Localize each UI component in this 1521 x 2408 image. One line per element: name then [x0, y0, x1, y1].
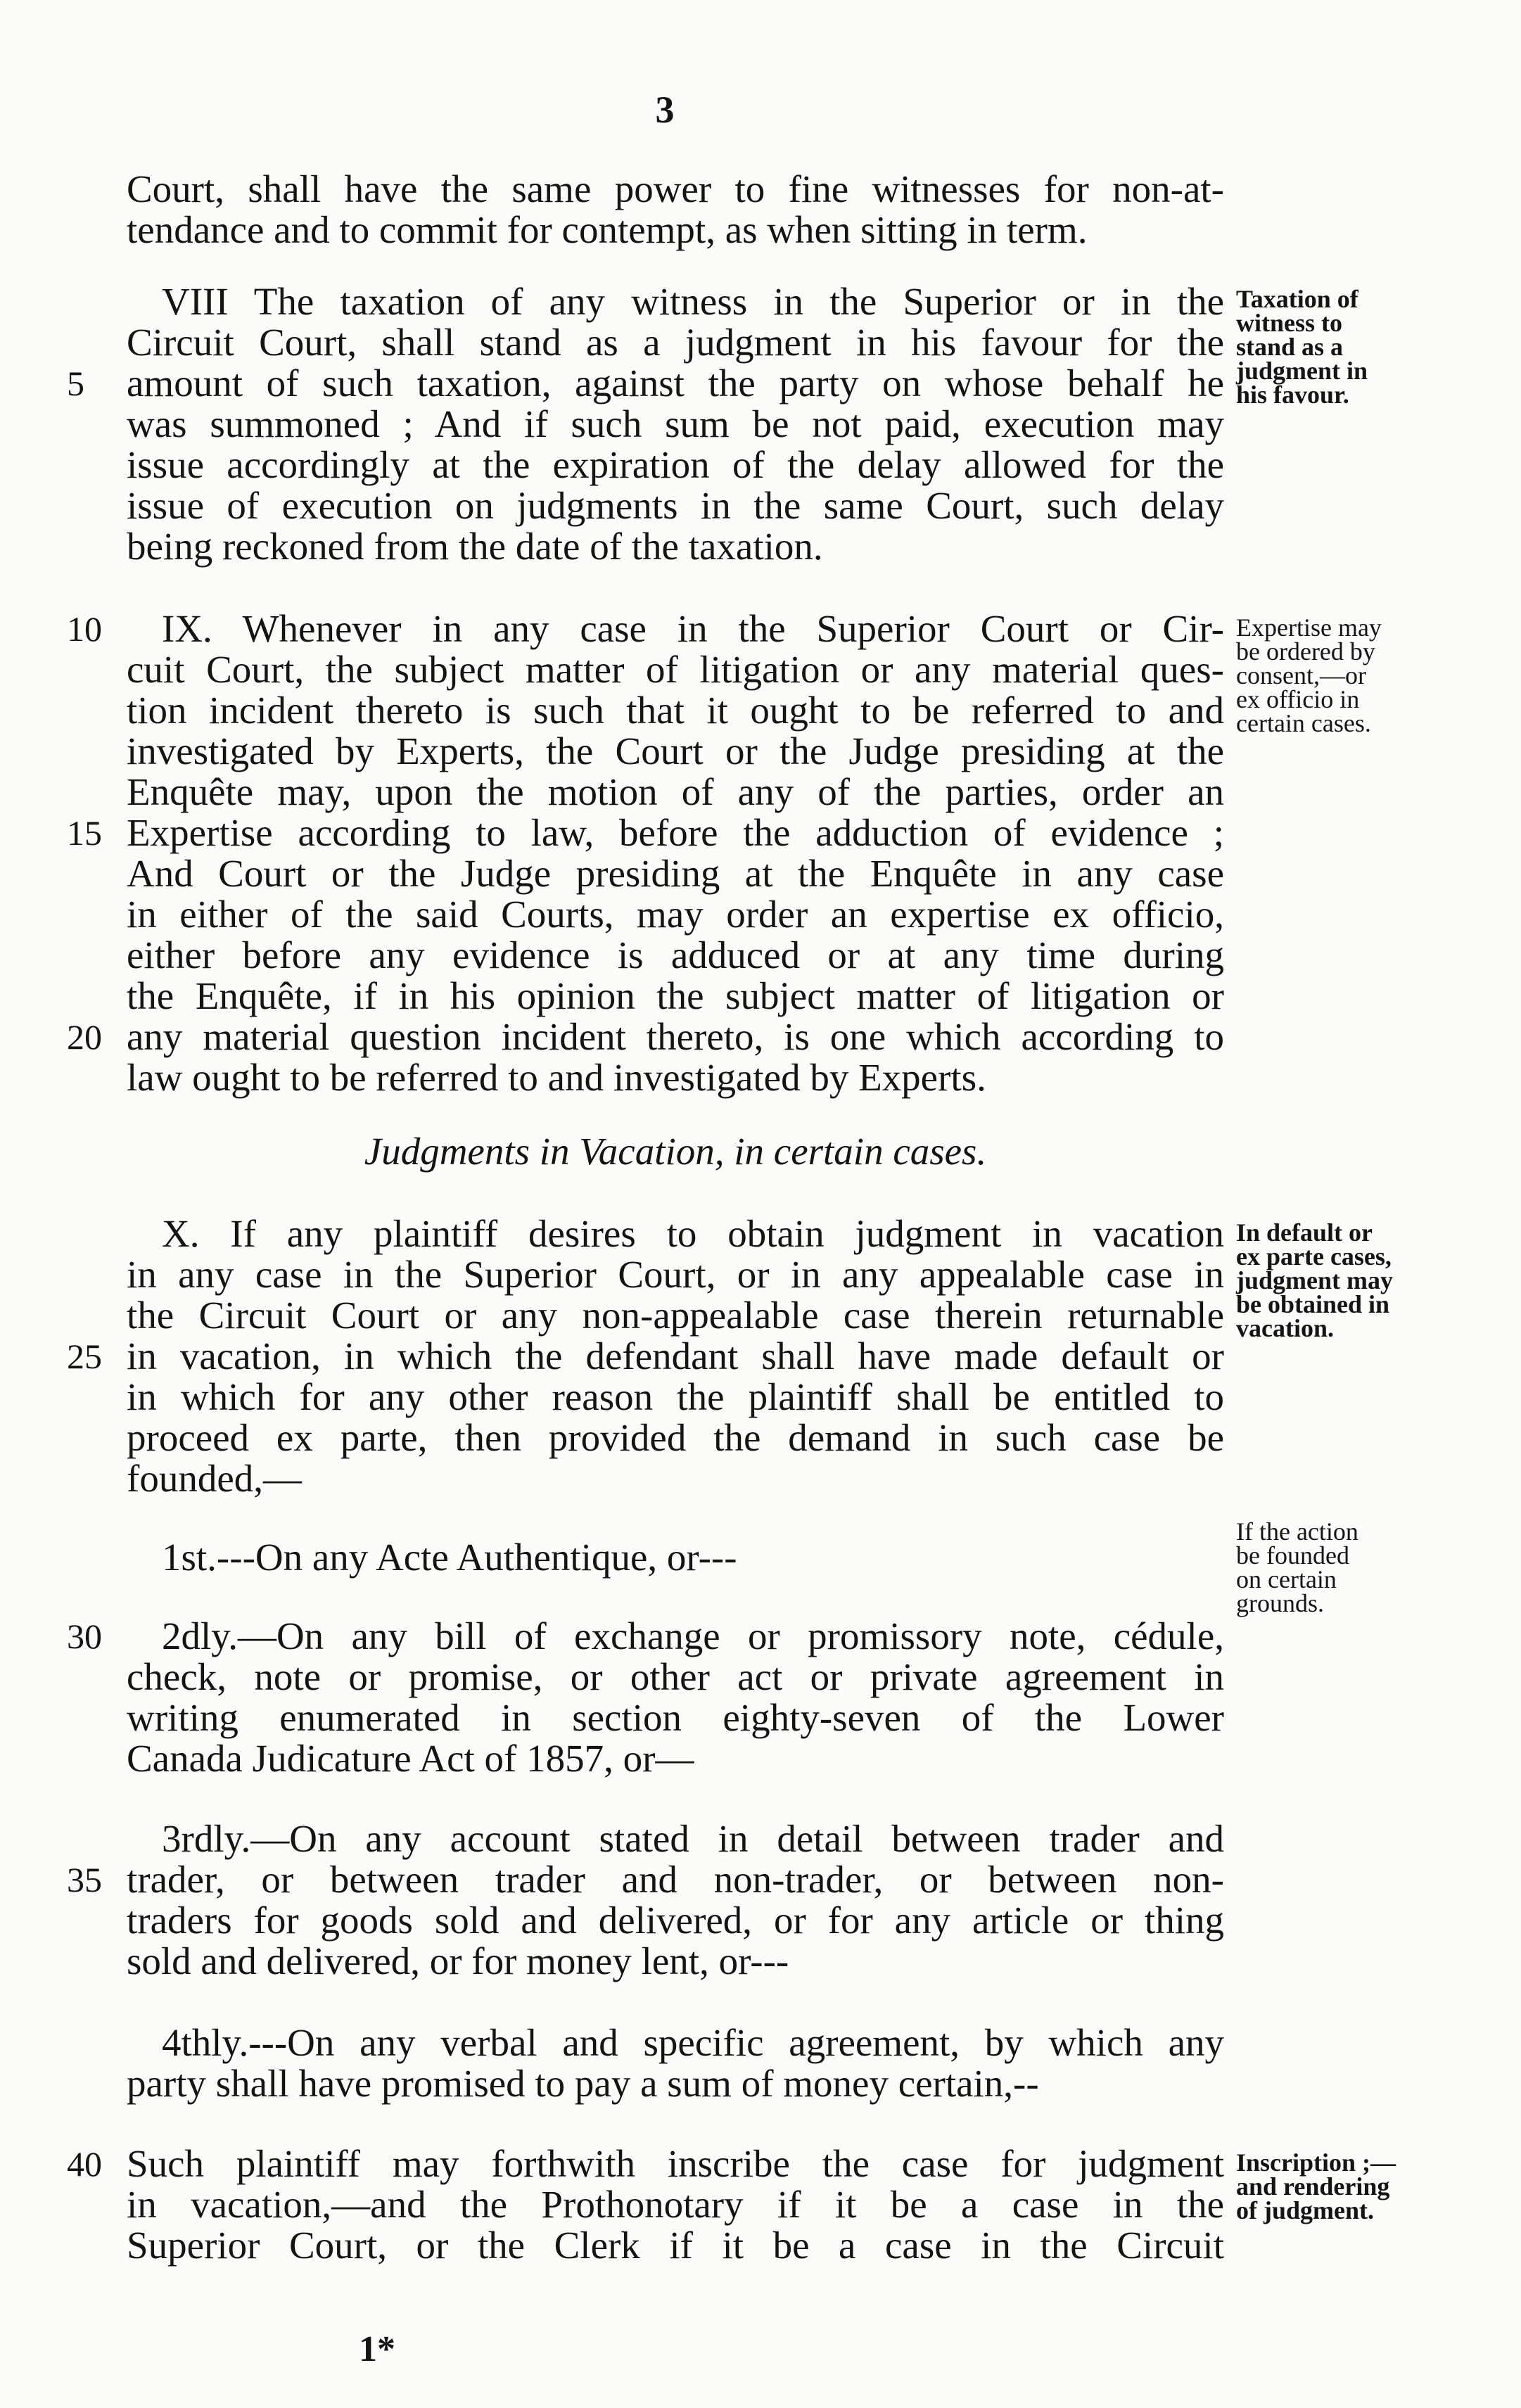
item-second	[127, 1616, 1224, 1779]
item-third	[127, 1818, 1224, 1982]
text-line: investigated by Experts, the Court or the Judge presiding at the	[127, 730, 1224, 772]
text-line: in which for any other reason the plaintiff shall be entitled to	[127, 1375, 1224, 1418]
text-line: Court, shall have the same power to fine witnesses for non-at-	[127, 167, 1224, 210]
text-line: check, note or promise, or other act or private agreement in	[127, 1655, 1224, 1698]
section-viii	[127, 281, 1224, 567]
line-number: 40	[67, 2144, 102, 2184]
text-line: VIII The taxation of any witness in the Superior or in the	[162, 280, 1224, 323]
text-line: 4thly.---On any verbal and specific agreement, by which any	[162, 2021, 1224, 2064]
item-first	[127, 1537, 1224, 1578]
line-number: 30	[67, 1617, 102, 1656]
margin-note-taxation: Taxation of witness to stand as a judgment in his favour.	[1236, 285, 1368, 409]
text-line: amount of such taxation, against the party on whose behalf he	[127, 362, 1224, 404]
section-heading: Judgments in Vacation, in certain cases.	[364, 1130, 987, 1173]
text-line: And Court or the Judge presiding at the Enquête in any case	[127, 852, 1224, 895]
margin-note-inscription: Inscription ;— and rendering of judgment.	[1236, 2148, 1396, 2224]
text-line: Circuit Court, shall stand as a judgment in his favour for the	[127, 321, 1224, 364]
text-line: in either of the said Courts, may order an expertise ex officio,	[127, 893, 1224, 936]
line-number: 25	[67, 1337, 102, 1376]
text-line: in vacation, in which the defendant shall have made default or	[127, 1334, 1224, 1377]
text-line: founded,—	[127, 1457, 302, 1500]
signature-mark: 1*	[359, 2329, 395, 2369]
text-line: being reckoned from the date of the taxation.	[127, 525, 823, 568]
text-line: writing enumerated in section eighty-seven of the Lower	[127, 1696, 1224, 1739]
line-number: 10	[67, 609, 102, 649]
text-line: 2dly.—On any bill of exchange or promissory note, cédule,	[162, 1614, 1224, 1657]
text-line: sold and delivered, or for money lent, or---	[127, 1939, 789, 1982]
text-line: issue of execution on judgments in the same Court, such delay	[127, 484, 1224, 527]
paragraph-inscription	[127, 2143, 1224, 2266]
text-line: issue accordingly at the expiration of the delay allowed for the	[127, 443, 1224, 486]
line-number: 35	[67, 1860, 102, 1899]
line-number: 5	[67, 364, 84, 403]
text-line: proceed ex parte, then provided the demand in such case be	[127, 1416, 1224, 1459]
text-line: was summoned ; And if such sum be not paid, execution may	[127, 402, 1224, 445]
text-line: in any case in the Superior Court, or in any appealable case in	[127, 1253, 1224, 1296]
text-line: Expertise according to law, before the adduction of evidence ;	[127, 811, 1224, 854]
line-number: 15	[67, 813, 102, 853]
line-number: 20	[67, 1017, 102, 1057]
section-ix	[127, 609, 1224, 1098]
margin-note-expertise: Expertise may be ordered by consent,—or ex officio in certain cases.	[1236, 613, 1382, 737]
margin-note-default: In default or ex parte cases, judgment may be obtained in vacation.	[1236, 1218, 1393, 1342]
text-line: tendance and to commit for contempt, as when sitting in term.	[127, 208, 1088, 251]
text-line: law ought to be referred to and investigated by Experts.	[127, 1056, 986, 1099]
text-line: IX. Whenever in any case in the Superior Court or Cir-	[162, 607, 1224, 650]
page-number: 3	[655, 89, 675, 131]
text-line: Canada Judicature Act of 1857, or—	[127, 1737, 694, 1780]
text-line: the Circuit Court or any non-appealable case therein returnable	[127, 1294, 1224, 1337]
item-fourth	[127, 2022, 1224, 2104]
text-line: in vacation,—and the Prothonotary if it be a case in the	[127, 2183, 1224, 2226]
text-line: cuit Court, the subject matter of litigation or any material ques-	[127, 648, 1224, 691]
margin-note-action: If the action be founded on certain grounds.	[1236, 1517, 1358, 1617]
text-line: traders for goods sold and delivered, or for any article or thing	[127, 1899, 1224, 1942]
text-line: Enquête may, upon the motion of any of the parties, order an	[127, 770, 1224, 813]
text-line: 1st.---On any Acte Authentique, or---	[162, 1536, 737, 1579]
text-line: tion incident thereto is such that it ought to be referred to and	[127, 689, 1224, 732]
text-line: party shall have promised to pay a sum of money certain,--	[127, 2062, 1039, 2105]
text-line: either before any evidence is adduced or at any time during	[127, 934, 1224, 976]
text-line: Superior Court, or the Clerk if it be a case in the Circuit	[127, 2224, 1224, 2267]
text-line: trader, or between trader and non-trader, or between non-	[127, 1858, 1224, 1901]
paragraph-continuation	[127, 169, 1224, 250]
section-x	[127, 1213, 1224, 1499]
text-line: 3rdly.—On any account stated in detail between trader and	[162, 1817, 1224, 1860]
text-line: Such plaintiff may forthwith inscribe the case for judgment	[127, 2142, 1224, 2185]
text-line: the Enquête, if in his opinion the subject matter of litigation or	[127, 974, 1224, 1017]
text-line: any material question incident thereto, is one which according to	[127, 1015, 1224, 1058]
text-line: X. If any plaintiff desires to obtain judgment in vacation	[162, 1212, 1224, 1255]
